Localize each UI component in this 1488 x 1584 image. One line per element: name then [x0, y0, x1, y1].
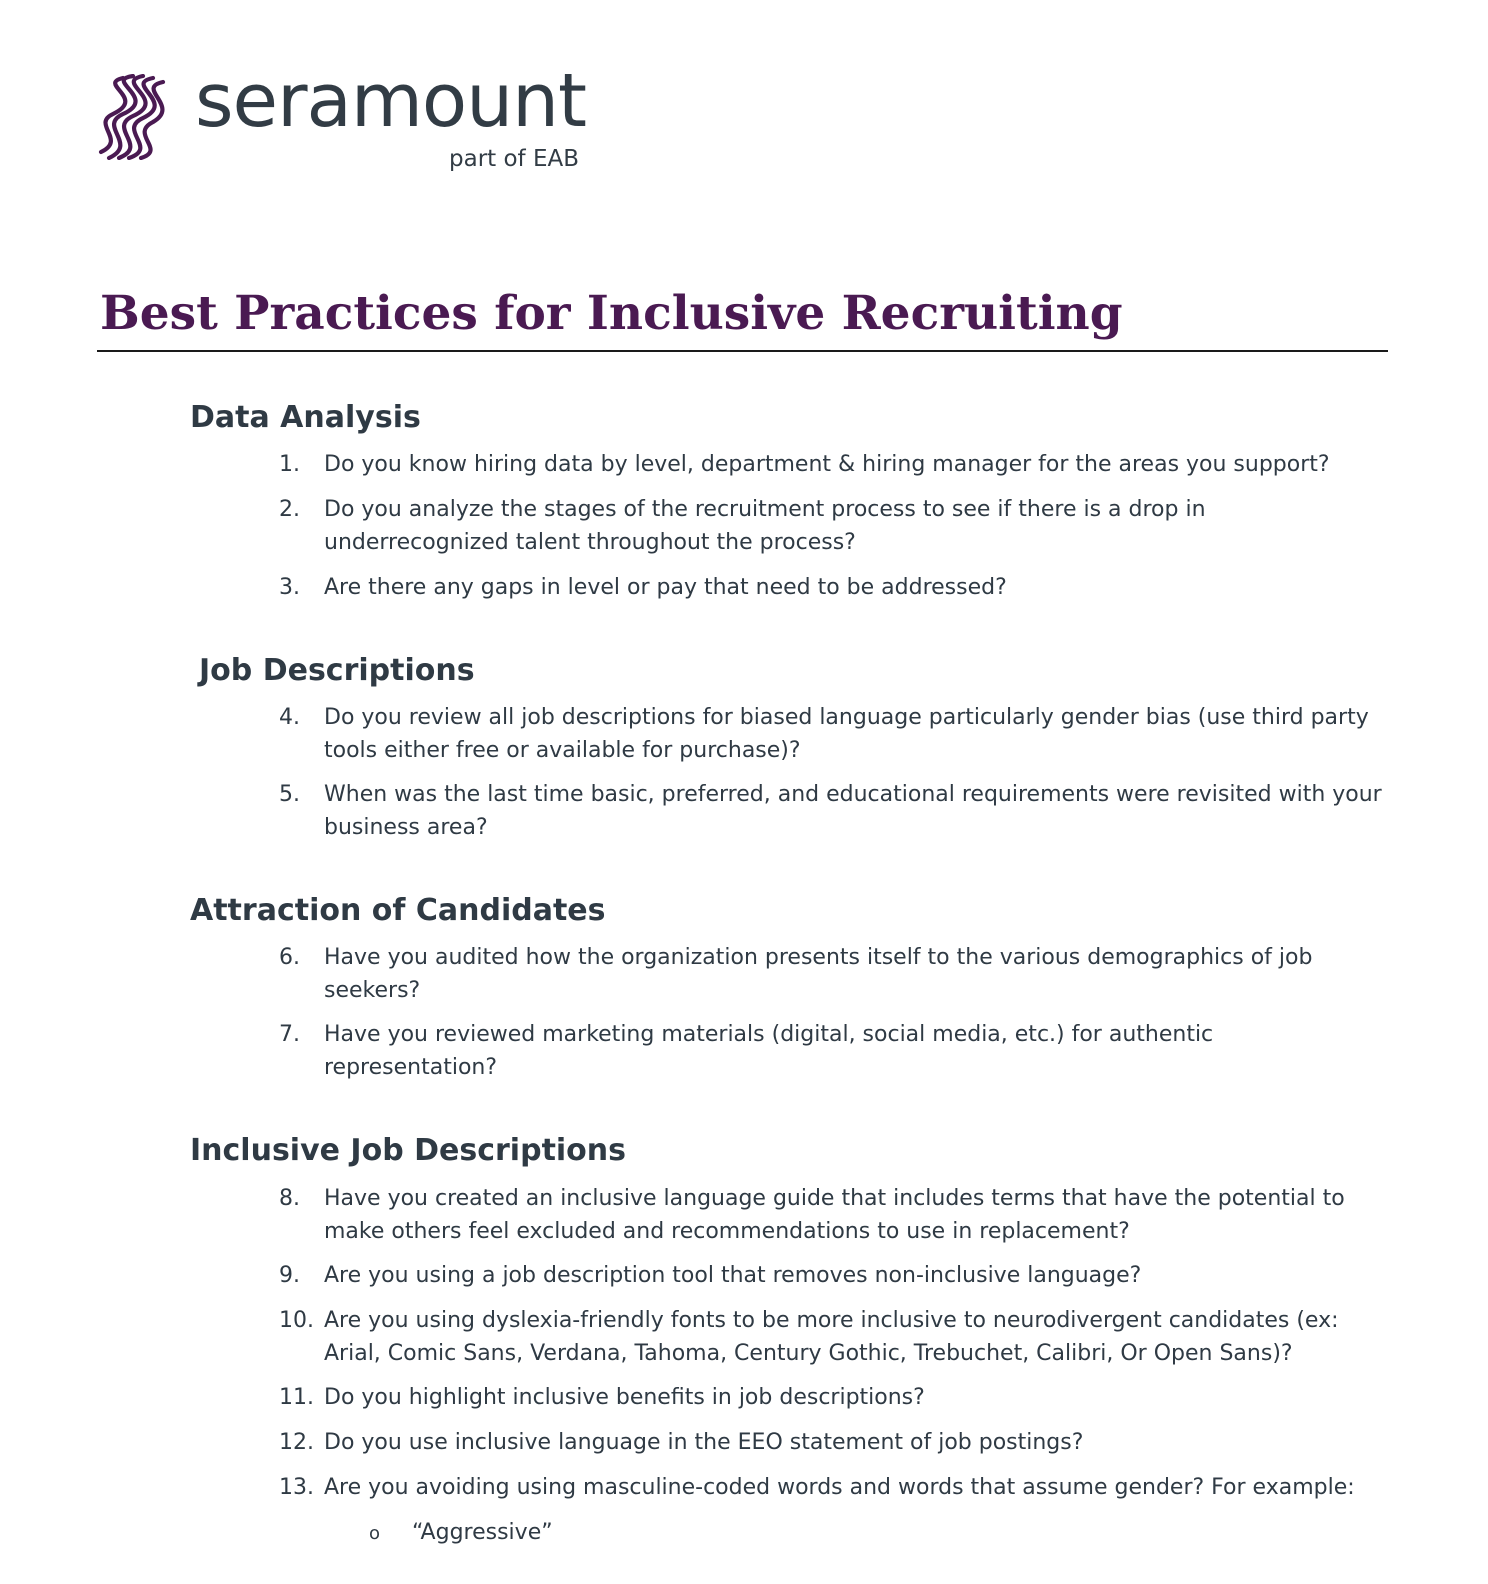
seramount-logo [93, 58, 593, 180]
item-text: Are you using a job description tool that removes non-inclusive language? [324, 1263, 1142, 1288]
item-text: Have you audited how the organization presents itself to the various demographics of job seekers? [324, 945, 1313, 1003]
section-heading-inclusive-job-descriptions: Inclusive Job Descriptions [190, 1133, 627, 1168]
list-item [279, 1426, 1389, 1459]
logo-tagline: part of EAB [449, 146, 580, 172]
list-item [279, 1018, 1389, 1084]
example-list-item [369, 1516, 553, 1549]
item-number: 9. [279, 1263, 300, 1288]
list-item [279, 941, 1389, 1007]
item-number: 7. [279, 1022, 300, 1047]
section-heading-job-descriptions: Job Descriptions [199, 653, 475, 688]
item-number: 12. [279, 1430, 314, 1455]
item-number: 10. [279, 1308, 314, 1333]
list-item [279, 701, 1389, 767]
list-item [279, 1471, 1409, 1504]
item-text: Do you know hiring data by level, department & hiring manager for the areas you support? [324, 452, 1330, 477]
list-item [279, 1304, 1389, 1370]
list-item [279, 493, 1389, 559]
section-heading-data-analysis: Data Analysis [190, 400, 421, 435]
item-number: 8. [279, 1186, 300, 1211]
list-item [279, 448, 1389, 481]
item-text: Do you analyze the stages of the recruitment process to see if there is a drop in underrecognized talent throughout the process? [324, 497, 1206, 555]
list-item [279, 1182, 1389, 1248]
item-text: Are you using dyslexia-friendly fonts to be more inclusive to neurodivergent candidates (ex: Arial, Comic Sans, Verdana, Tahoma, Century Gothic, Trebuchet, Calibri, Or Open Sans)? [324, 1308, 1339, 1366]
item-number: 6. [279, 945, 300, 970]
document-title: Best Practices for Inclusive Recruiting [100, 286, 1123, 341]
logo-wordmark: seramount [195, 58, 587, 144]
item-text: Do you use inclusive language in the EEO statement of job postings? [324, 1430, 1084, 1455]
item-number: 4. [279, 705, 300, 730]
item-number: 13. [279, 1475, 314, 1500]
item-number: 11. [279, 1385, 314, 1410]
list-item [279, 1259, 1389, 1292]
item-text: Have you created an inclusive language guide that includes terms that have the potential to make others feel excluded and recommendations to use in replacement? [324, 1186, 1345, 1244]
list-item [279, 571, 1389, 604]
title-divider [97, 350, 1388, 352]
hollow-bullet-icon: o [369, 1523, 381, 1544]
item-text: Are there any gaps in level or pay that need to be addressed? [324, 575, 1007, 600]
item-text: Have you reviewed marketing materials (digital, social media, etc.) for authentic representation? [324, 1022, 1214, 1080]
item-text: Are you avoiding using masculine-coded words and words that assume gender? For example: [324, 1475, 1355, 1500]
item-text: Do you review all job descriptions for biased language particularly gender bias (use third party tools either free or available for purchase)? [324, 705, 1369, 763]
list-item [279, 1381, 1389, 1414]
item-number: 2. [279, 497, 300, 522]
item-text: When was the last time basic, preferred, and educational requirements were revisited with your business area? [324, 782, 1382, 840]
list-item [279, 778, 1389, 844]
seramount-wave-logo-icon [93, 74, 177, 160]
item-text: Do you highlight inclusive benefits in job descriptions? [324, 1385, 925, 1410]
example-text: “Aggressive” [412, 1520, 553, 1545]
item-number: 5. [279, 782, 300, 807]
item-number: 1. [279, 452, 300, 477]
item-number: 3. [279, 575, 300, 600]
section-heading-attraction-of-candidates: Attraction of Candidates [190, 893, 606, 928]
